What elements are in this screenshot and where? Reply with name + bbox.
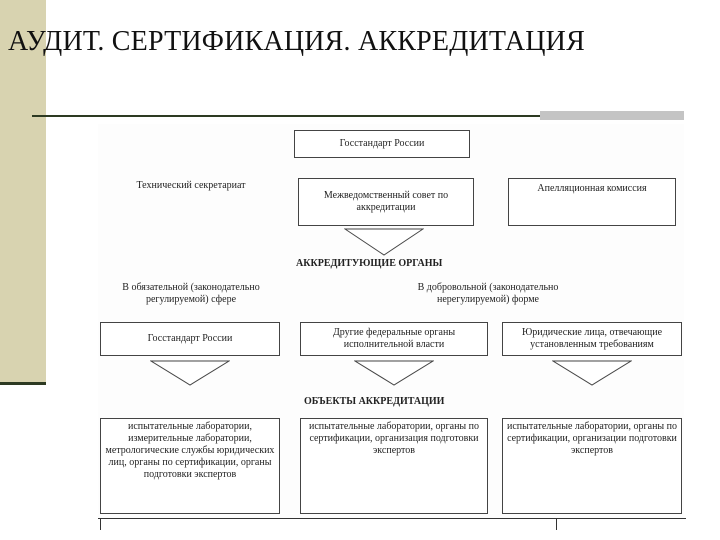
title-underline-accent — [540, 111, 684, 120]
cropped-table-divider — [556, 518, 557, 530]
objects-right-text: испытательные лаборатории, органы по сертификации, организации подготовки экспертов — [507, 421, 677, 456]
objects-left-text: испытательные лаборатории, измерительные лаборатории, метрологические службы юридических лиц, органы по сертификации, органы подготовки экспертов — [105, 421, 275, 480]
title-underline — [32, 115, 540, 117]
mandatory-sphere-label: В обязательной (законодательно регулируемой) сфере — [122, 282, 260, 305]
tech-secretariat-label: Технический секретариат — [136, 180, 246, 191]
federal-bodies-box — [300, 322, 488, 356]
legal-entities-box — [502, 322, 682, 356]
sidebar-edge-decoration — [0, 382, 46, 385]
council-box — [298, 178, 474, 226]
gosstandart-top-label: Госстандарт России — [339, 138, 425, 149]
cropped-table-border — [98, 518, 686, 519]
objects-middle-text: испытательные лаборатории, органы по сертификации, организация подготовки экспертов — [309, 421, 479, 456]
appeal-commission-label: Апелляционная комиссия — [537, 183, 647, 194]
appeal-commission-box — [508, 178, 676, 226]
objects-right-box — [502, 418, 682, 514]
gosstandart-box — [100, 322, 280, 356]
council-label: Межведомственный совет по аккредитации — [323, 190, 449, 213]
gosstandart-label: Госстандарт России — [147, 333, 233, 344]
slide-title: АУДИТ. СЕРТИФИКАЦИЯ. АККРЕДИТАЦИЯ — [8, 26, 585, 57]
gosstandart-top-box — [294, 130, 470, 158]
cropped-table-divider — [100, 518, 101, 530]
objects-left-box — [100, 418, 280, 514]
voluntary-sphere-label: В добровольной (законодательно нерегулируемой) форме — [417, 282, 559, 305]
accreditation-objects-header: ОБЪЕКТЫ АККРЕДИТАЦИИ — [304, 396, 445, 407]
federal-bodies-label: Другие федеральные органы исполнительной власти — [332, 327, 456, 350]
accreditation-diagram — [98, 124, 684, 518]
accrediting-bodies-header: АККРЕДИТУЮЩИЕ ОРГАНЫ — [296, 258, 443, 269]
legal-entities-label: Юридические лица, отвечающие установленным требованиям — [521, 327, 663, 350]
objects-middle-box — [300, 418, 488, 514]
